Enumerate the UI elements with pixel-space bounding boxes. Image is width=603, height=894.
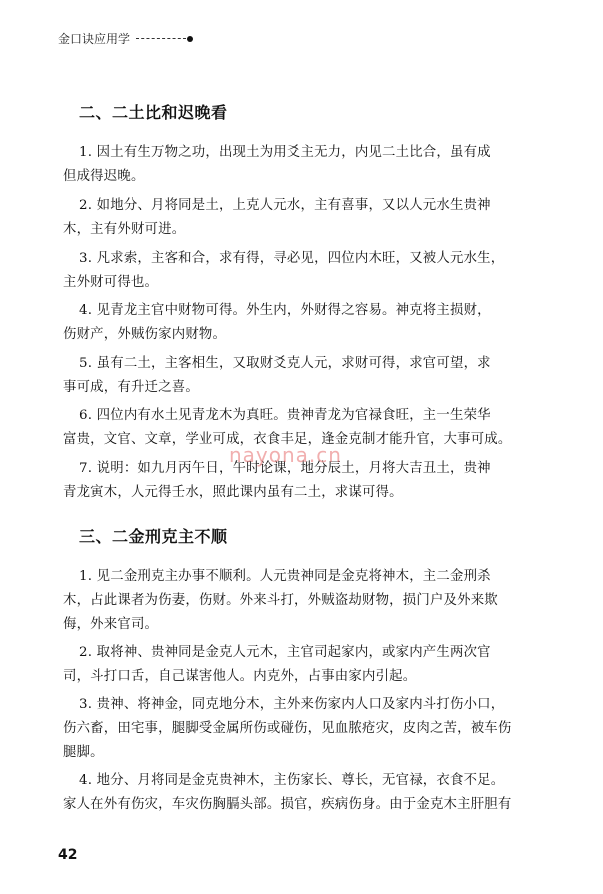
para-line: 木，主有外财可进。 [63,222,186,237]
paragraph [63,769,549,817]
para-line: 6. 四位内有水土见青龙木为真旺。贵神青龙为官禄食旺，主一生荣华 [79,408,491,423]
paragraph [63,641,549,689]
para-line: 1. 见二金刑克主办事不顺利。人元贵神同是金克将神木，主二金刑杀 [79,569,491,584]
para-line: 4. 地分、月将同是金克贵神木，主伤家长、尊长，无官禄，衣食不足。 [79,773,505,788]
header-dot-icon [187,36,193,42]
paragraph [63,194,549,242]
paragraph [63,565,549,637]
para-line: 伤六畜，田宅事，腿脚受金属所伤或碰伤，见血脓疮灾，皮肉之苦，被车伤 [63,721,512,736]
para-line: 腿脚。 [63,745,104,760]
para-line: 4. 见青龙主官中财物可得。外生内，外财得之容易。神克将主损财， [79,303,491,318]
paragraph [63,299,549,347]
paragraph [63,693,549,765]
book-title: 金口诀应用学 [58,32,131,46]
para-line: 7. 说明：如九月丙午日，午时论课，地分辰土，月将大吉丑土，贵神 [79,461,491,476]
page-number: 42 [58,847,78,863]
para-line: 5. 虽有二土，主客相生，又取财爻克人元，求财可得，求官可望，求 [79,356,491,371]
paragraph [63,352,549,400]
paragraph [63,247,549,295]
para-line: 3. 贵神、将神金，同克地分木，主外来伤家内人口及家内斗打伤小口， [79,697,505,712]
para-line: 事可成，有升迁之喜。 [63,380,199,395]
header-rule [136,38,186,39]
para-line: 1. 因土有生万物之功，出现土为用爻主无力，内见二土比合，虽有成 [79,145,491,160]
para-line: 侮，外来官司。 [63,617,159,632]
para-line: 司，斗打口舌，自己谋害他人。内克外，占事由家内引起。 [63,669,417,684]
para-line: 但成得迟晚。 [63,169,145,184]
para-line: 伤财产，外贼伤家内财物。 [63,327,227,342]
para-line: 家人在外有伤灾，车灾伤胸膈头部。损官，疾病伤身。由于金克木主肝胆有 [63,797,512,812]
section-title-2: 二、二土比和迟晚看 [79,103,228,122]
para-line: 富贵，文官、文章，学业可成，衣食丰足，逢金克制才能升官，大事可成。 [63,432,512,447]
paragraph [63,141,549,189]
para-line: 青龙寅木，人元得壬水，照此课内虽有二土，求谋可得。 [63,485,403,500]
para-line: 主外财可得也。 [63,275,159,290]
section-title-3: 三、二金刑克主不顺 [79,527,228,546]
running-header [58,30,193,47]
watermark: nayona.cn [229,443,342,467]
para-line: 2. 如地分、月将同是土，上克人元水，主有喜事，又以人元水生贵神 [79,198,491,213]
para-line: 3. 凡求索，主客和合，求有得，寻必见，四位内木旺，又被人元水生， [79,251,505,266]
para-line: 木，占此课者为伤妻，伤财。外来斗打，外贼盗劫财物，损门户及外来欺 [63,593,498,608]
para-line: 2. 取将神、贵神同是金克人元木，主官司起家内，或家内产生两次官 [79,645,491,660]
